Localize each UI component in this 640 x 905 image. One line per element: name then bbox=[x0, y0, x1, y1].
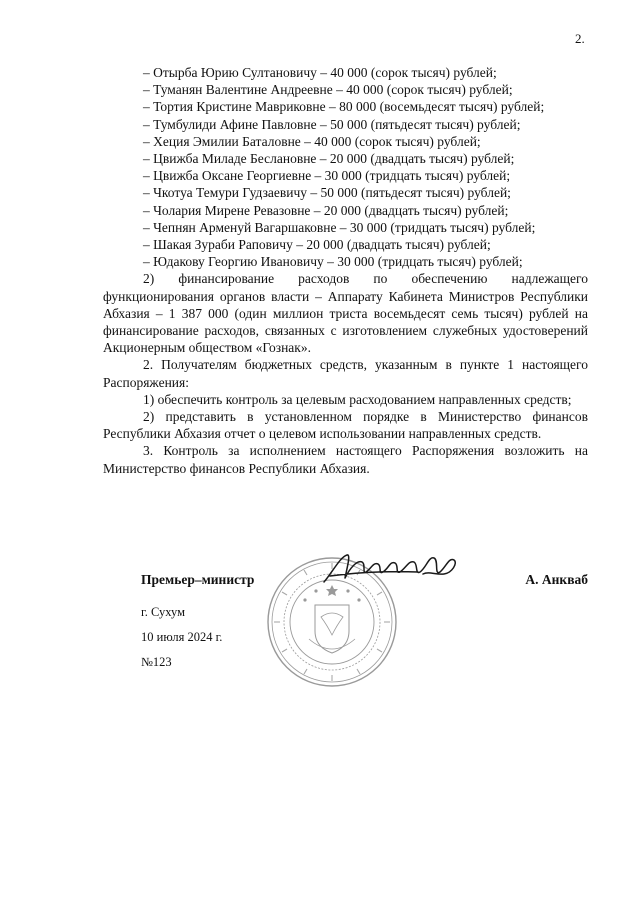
paragraph-recipients: 2. Получателям бюджетных средств, указанным в пункте 1 настоящего Распоряжения: bbox=[103, 357, 588, 390]
list-item: – Чепнян Арменуй Вагаршаковне – 30 000 (тридцать тысяч) рублей; bbox=[143, 219, 536, 235]
paragraph-financing: 2) финансирование расходов по обеспечению надлежащего функционирования органов власти – Аппарату Кабинета Министров Республики Абхазия – 1 387 000 (один миллион триста восемьдесят семь тысяч) рублей на финансирование расходов, связанных с изготовлением служебных удостоверений Акционерным обществом «Гознак». bbox=[103, 271, 588, 356]
list-item: – Чкотуа Темури Гудзаевичу – 50 000 (пятьдесят тысяч) рублей; bbox=[143, 185, 511, 201]
list-item: – Шакая Зураби Раповичу – 20 000 (двадцать тысяч) рублей; bbox=[143, 237, 491, 253]
list-item: – Туманян Валентине Андреевне – 40 000 (сорок тысяч) рублей; bbox=[143, 82, 513, 98]
list-item: – Отырба Юрию Султановичу – 40 000 (сорок тысяч) рублей; bbox=[143, 65, 497, 80]
signatory-title: Премьер–министр bbox=[141, 572, 255, 587]
paragraph-oversight: 3. Контроль за исполнением настоящего Распоряжения возложить на Министерство финансов Республики Абхазия. bbox=[103, 443, 588, 476]
list-item: – Тортия Кристине Мавриковне – 80 000 (восемьдесят тысяч) рублей; bbox=[143, 99, 545, 115]
list-item: – Хеция Эмилии Баталовне – 40 000 (сорок тысяч) рублей; bbox=[143, 133, 481, 149]
document-city: г. Сухум bbox=[141, 605, 186, 619]
document-number: №123 bbox=[141, 655, 172, 669]
list-item: – Чолария Мирене Ревазовне – 20 000 (двадцать тысяч) рублей; bbox=[143, 202, 509, 218]
document-body bbox=[103, 64, 588, 477]
list-item: – Цвижба Оксане Георгиевне – 30 000 (тридцать тысяч) рублей; bbox=[143, 168, 511, 184]
list-item: – Цвижба Миладе Беслановне – 20 000 (двадцать тысяч) рублей; bbox=[143, 151, 515, 167]
list-item: – Тумбулиди Афине Павловне – 50 000 (пятьдесят тысяч) рублей; bbox=[143, 116, 521, 132]
page-number: 2. bbox=[575, 31, 585, 46]
document-date: 10 июля 2024 г. bbox=[141, 630, 223, 644]
list-item: – Юдакову Георгию Ивановичу – 30 000 (тридцать тысяч) рублей; bbox=[143, 254, 523, 270]
signatory-name: А. Анкваб bbox=[525, 572, 588, 587]
paragraph-report: 2) представить в установленном порядке в Министерство финансов Республики Абхазия отчет о целевом использовании направленных средств. bbox=[103, 409, 588, 442]
recipients-list bbox=[103, 64, 588, 270]
paragraph-control: 1) обеспечить контроль за целевым расходованием направленных средств; bbox=[143, 391, 572, 407]
handwritten-signature bbox=[320, 551, 465, 591]
